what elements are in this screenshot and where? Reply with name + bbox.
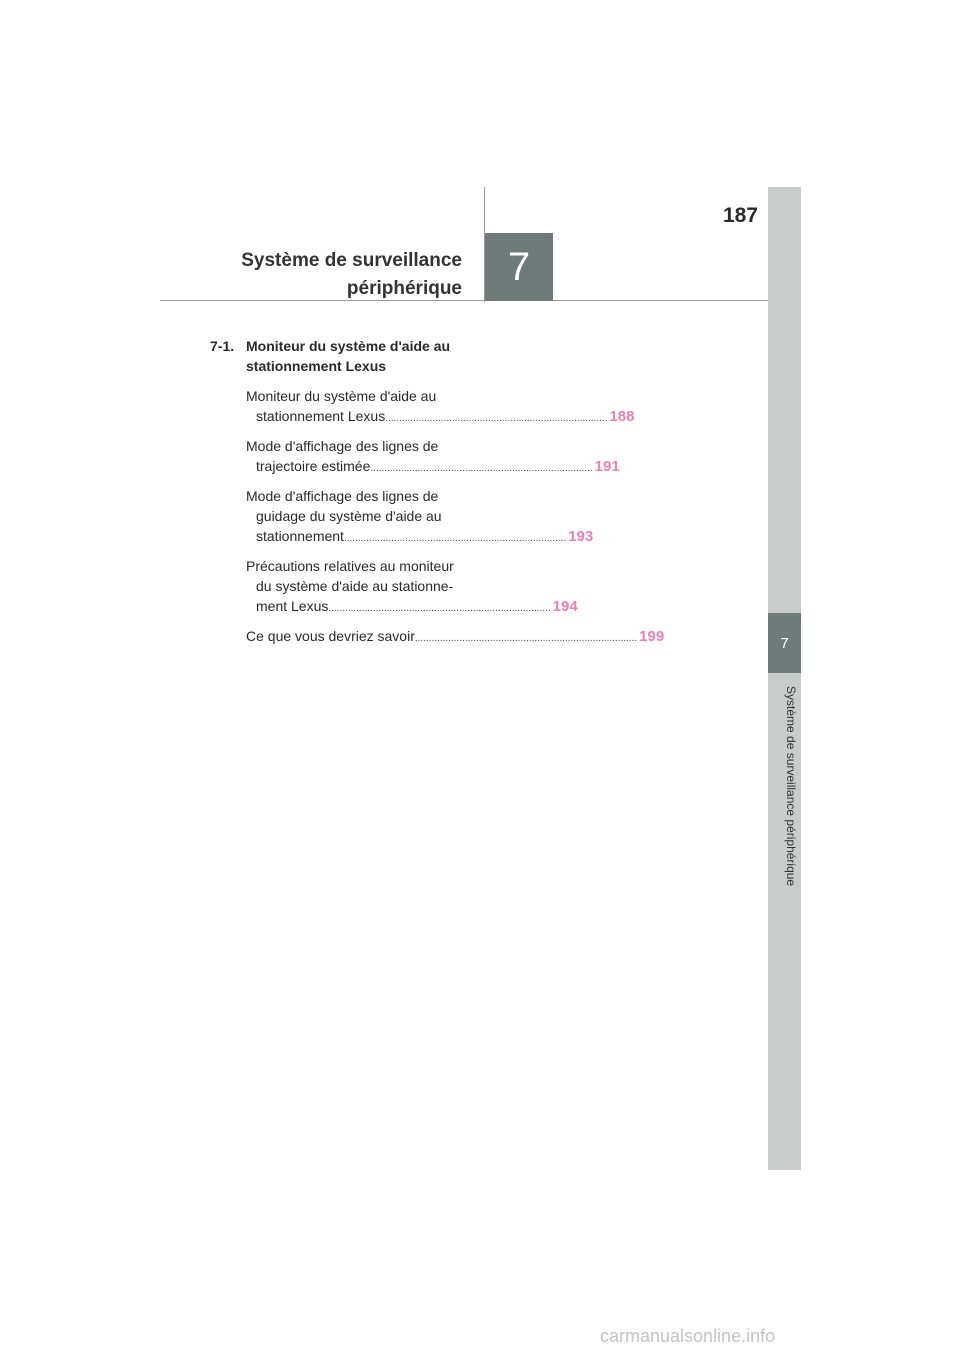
toc-section-number: 7-1. — [210, 338, 235, 354]
toc-entry-line: du système d'aide au stationne- — [256, 578, 454, 594]
chapter-title-line-1: Système de surveillance — [241, 250, 462, 271]
table-of-contents — [210, 336, 665, 656]
toc-entry-title: Ce que vous devriez savoir — [246, 628, 415, 644]
toc-entry-line: guidage du système d'aide au — [256, 508, 442, 524]
toc-leader-dots: ................................................................................ — [370, 463, 593, 474]
toc-entry-last-line — [256, 456, 620, 479]
toc-section-title-line-2: stationnement Lexus — [246, 358, 387, 374]
toc-leader-dots: ................................................................................ — [343, 533, 567, 544]
toc-entry-line: Moniteur du système d'aide au — [246, 388, 437, 404]
toc-entry-last-line — [256, 406, 635, 429]
toc-entry-line: Mode d'affichage des lignes de — [246, 438, 439, 454]
toc-entry-line: Mode d'affichage des lignes de — [246, 488, 439, 504]
side-chapter-label: Système de surveillance périphérique — [784, 686, 798, 887]
toc-entry[interactable] — [246, 386, 635, 429]
page-number: 187 — [722, 204, 758, 227]
toc-page-link[interactable]: 199 — [639, 628, 665, 645]
toc-entry-line: Précautions relatives au moniteur — [246, 558, 454, 574]
toc-page-link[interactable]: 191 — [594, 458, 620, 475]
chapter-title-line-2: périphérique — [346, 278, 462, 299]
toc-page-link[interactable]: 188 — [609, 408, 635, 425]
side-chapter-tab[interactable]: 7 — [768, 613, 801, 673]
toc-page-link[interactable]: 193 — [568, 528, 594, 545]
toc-entry[interactable] — [246, 486, 594, 549]
toc-entry-title: ment Lexus — [256, 598, 329, 614]
toc-entry-title: trajectoire estimée — [256, 458, 371, 474]
toc-section-heading[interactable] — [210, 336, 462, 376]
toc-entry-title: stationnement Lexus — [256, 408, 386, 424]
toc-leader-dots: ................................................................................ — [328, 603, 551, 614]
toc-page-link[interactable]: 194 — [552, 598, 578, 615]
toc-entry-title: stationnement — [256, 528, 344, 544]
toc-leader-dots: ................................................................................ — [385, 413, 608, 424]
toc-leader-dots: ................................................................................ — [414, 633, 638, 644]
toc-entry[interactable] — [246, 556, 578, 619]
toc-section-title-line-1: Moniteur du système d'aide au — [246, 338, 451, 354]
toc-entry[interactable] — [246, 436, 620, 479]
toc-entry-last-line — [256, 596, 578, 619]
toc-entry-list — [210, 386, 665, 649]
chapter-number-box: 7 — [485, 233, 553, 301]
toc-entry[interactable] — [246, 626, 665, 649]
toc-entry-last-line — [246, 626, 665, 649]
toc-entry-last-line — [256, 526, 594, 549]
watermark: carmanualsonline.info — [600, 1326, 776, 1346]
side-thumb-strip — [768, 187, 801, 1170]
chapter-title — [160, 247, 462, 303]
